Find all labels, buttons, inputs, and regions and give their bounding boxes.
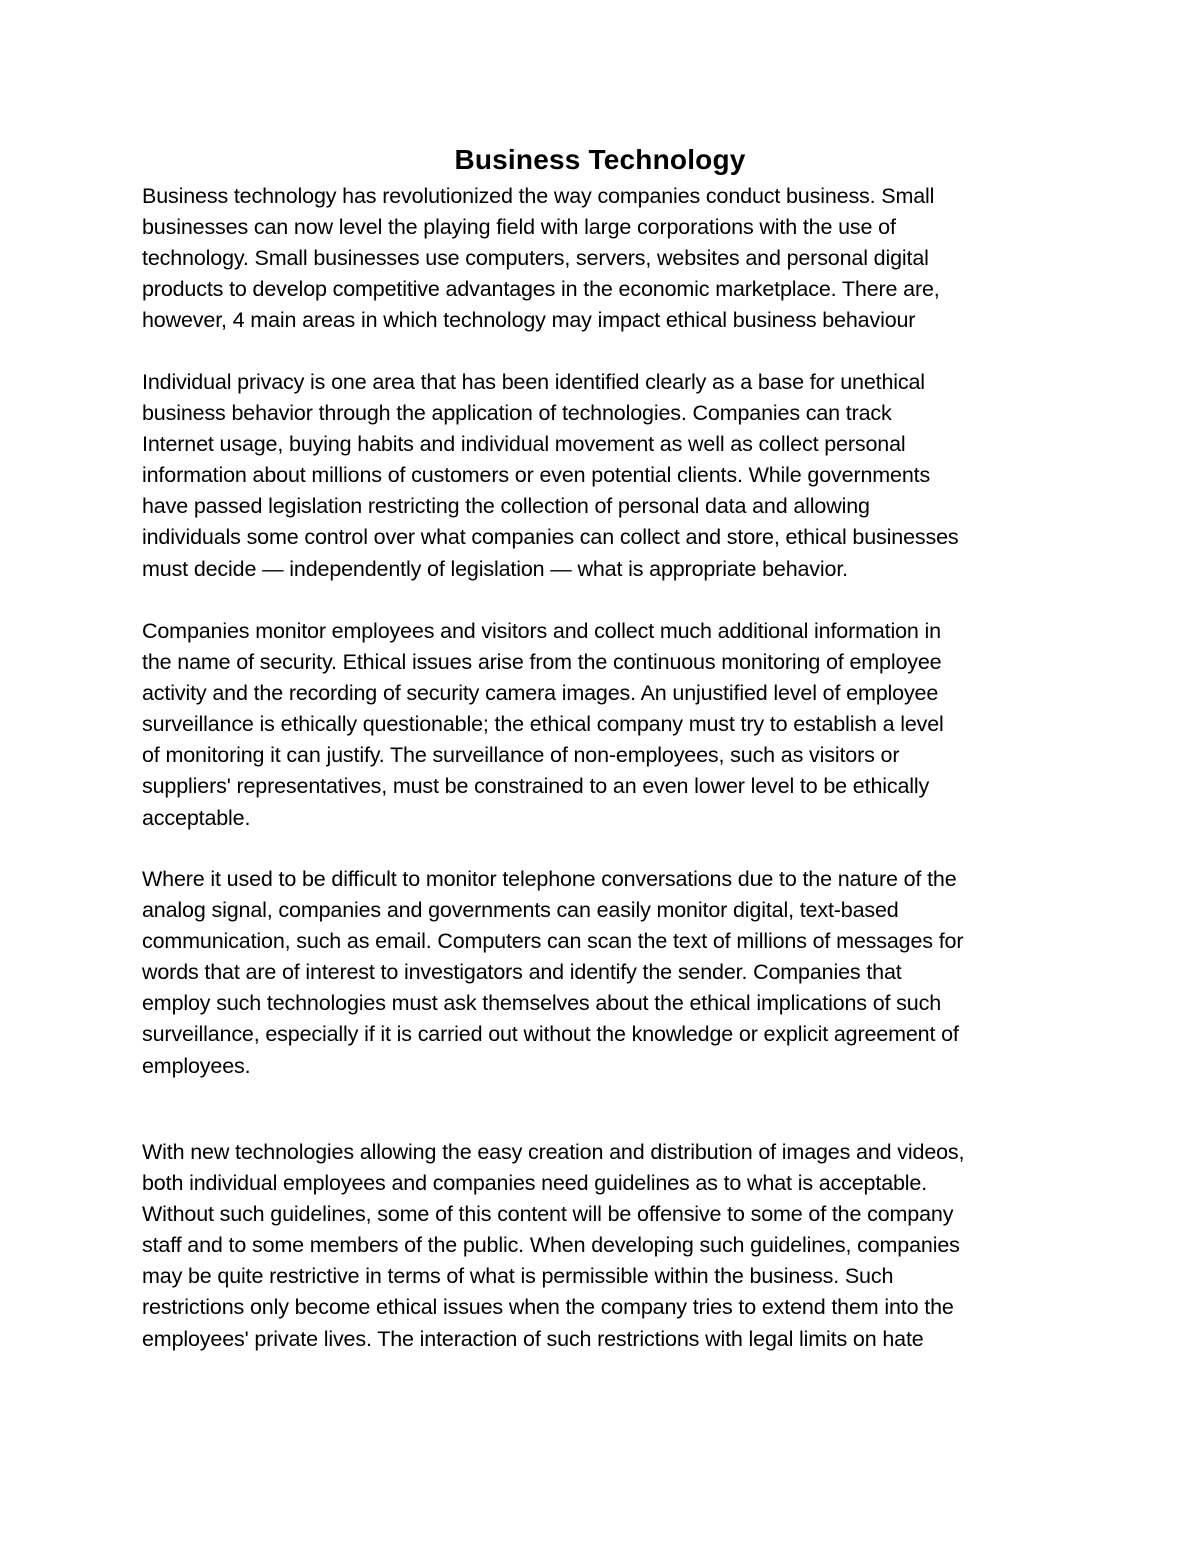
text-line: businesses can now level the playing field with large corporations with the use of	[142, 215, 896, 240]
text-line: With new technologies allowing the easy creation and distribution of images and videos,	[142, 1140, 965, 1164]
text-line: Companies monitor employees and visitors and collect much additional information in	[142, 619, 941, 643]
text-line: of monitoring it can justify. The surveillance of non-employees, such as visitors or	[142, 743, 900, 768]
paragraph-content-guidelines	[142, 1137, 1062, 1355]
paragraph-communications	[142, 864, 1062, 1082]
text-line: employees.	[142, 1053, 251, 1078]
text-line: Business technology has revolutionized the way companies conduct business. Small	[142, 184, 935, 208]
text-line: have passed legislation restricting the collection of personal data and allowing	[142, 494, 870, 519]
text-line: the name of security. Ethical issues arise from the continuous monitoring of employee	[142, 650, 942, 675]
text-line: Individual privacy is one area that has been identified clearly as a base for unethical	[142, 370, 925, 394]
text-line: surveillance is ethically questionable; the ethical company must try to establish a level	[142, 712, 944, 737]
text-line: Where it used to be difficult to monitor telephone conversations due to the nature of the	[142, 867, 957, 891]
paragraph-monitoring	[142, 616, 1062, 834]
text-line: restrictions only become ethical issues when the company tries to extend them into the	[142, 1295, 954, 1320]
text-line: employ such technologies must ask themselves about the ethical implications of such	[142, 991, 941, 1016]
text-line: information about millions of customers or even potential clients. While governments	[142, 463, 931, 488]
text-line: employees' private lives. The interaction of such restrictions with legal limits on hate	[142, 1326, 924, 1351]
text-line: technology. Small businesses use computers, servers, websites and personal digital	[142, 246, 929, 271]
text-line: must decide — independently of legislation — what is appropriate behavior.	[142, 556, 848, 581]
text-line: analog signal, companies and governments can easily monitor digital, text-based	[142, 898, 899, 923]
text-line: activity and the recording of security camera images. An unjustified level of employee	[142, 681, 939, 706]
text-line: communication, such as email. Computers can scan the text of millions of messages for	[142, 929, 964, 954]
text-line: surveillance, especially if it is carried out without the knowledge or explicit agreement of	[142, 1022, 959, 1047]
text-line: Internet usage, buying habits and individual movement as well as collect personal	[142, 432, 906, 457]
text-line: acceptable.	[142, 805, 251, 830]
text-line: may be quite restrictive in terms of what is permissible within the business. Such	[142, 1264, 894, 1289]
text-line: Without such guidelines, some of this content will be offensive to some of the company	[142, 1202, 954, 1227]
text-line: staff and to some members of the public. When developing such guidelines, companies	[142, 1233, 960, 1258]
text-line: products to develop competitive advantages in the economic marketplace. There are,	[142, 277, 940, 302]
text-line: however, 4 main areas in which technology may impact ethical business behaviour	[142, 308, 916, 333]
paragraph-privacy	[142, 367, 1062, 585]
text-line: suppliers' representatives, must be constrained to an even lower level to be ethically	[142, 774, 930, 799]
text-line: words that are of interest to investigators and identify the sender. Companies that	[142, 960, 902, 985]
paragraph-intro	[142, 181, 1062, 336]
text-line: both individual employees and companies need guidelines as to what is acceptable.	[142, 1171, 928, 1196]
text-line: business behavior through the application of technologies. Companies can track	[142, 401, 892, 426]
document-title: Business Technology	[454, 144, 746, 175]
text-line: individuals some control over what companies can collect and store, ethical businesses	[142, 525, 959, 550]
